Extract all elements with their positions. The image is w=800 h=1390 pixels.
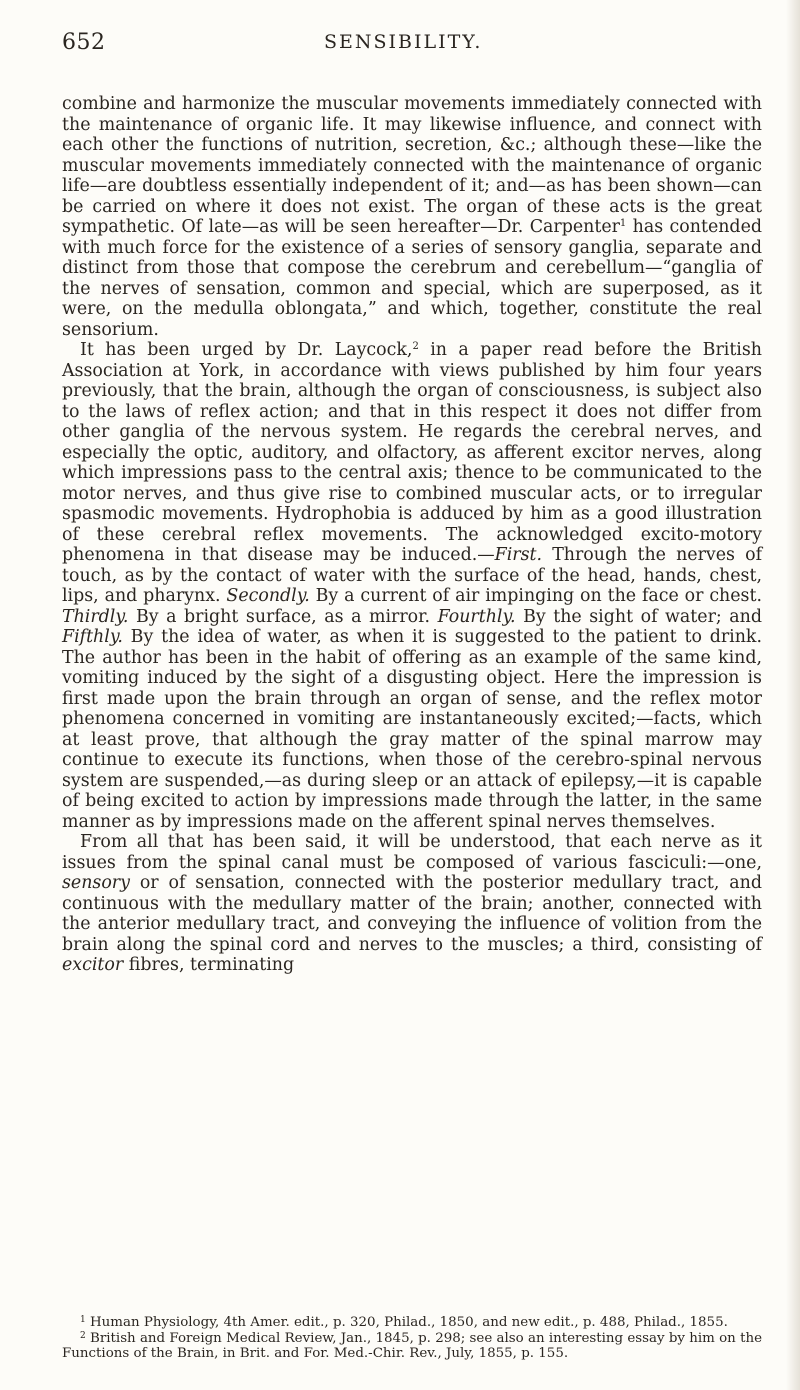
body-text [62, 94, 762, 976]
italic-run: Fifthly. [62, 627, 123, 647]
italic-run: First. [494, 545, 543, 565]
footnote-reference: 1 [619, 218, 627, 229]
paragraph [62, 94, 762, 340]
footnote [62, 1331, 762, 1362]
text-run: combine and harmonize the muscular movements immediately connected with the maintenance of organic life. It may likewise influence, and connect with each other the functions of nutrition, secretion, &c.; although these—like the muscular movements immediately connected with the maintenance of organic life—are doubtless essentially independent of it; and—as has been shown—can be carried on where it does not exist. The organ of these acts is the great sympathetic. Of late—as will be seen hereafter—Dr. Carpenter [62, 94, 762, 237]
paragraph [62, 340, 762, 832]
running-head: SENSIBILITY. [324, 31, 483, 53]
text-run: Through the nerves of touch, as by the contact of water with the surface of the head, hands, chest, lips, and pharynx. [62, 545, 763, 606]
footnote-mark: 2 [80, 1330, 86, 1341]
italic-run: Secondly. [226, 586, 310, 606]
text-run: By a current of air impinging on the face or chest. [309, 586, 762, 606]
italic-run: Thirdly. [62, 606, 129, 627]
italic-run: Fourthly. [437, 606, 516, 627]
footnote-text: Human Physiology, 4th Amer. edit., p. 320, Philad., 1850, and new edit., p. 488, Philad., 1855. [90, 1315, 728, 1330]
page-number: 652 [62, 30, 106, 55]
page-header [62, 30, 762, 60]
text-run: From all that has been said, it will be understood, that each nerve as it issues from the spinal canal must be composed of various fasciculi:—one, [62, 832, 762, 873]
text-run: By the sight of water; and [515, 606, 762, 627]
footnote-reference: 2 [412, 341, 419, 352]
paragraph [62, 832, 762, 976]
footnotes [62, 1315, 762, 1362]
text-run: in a paper read before the British Association at York, in accordance with views published by him four years previously, that the brain, although the organ of consciousness, is subject also to the laws of reflex action; and that in this respect it does not differ from other ganglia of the nervous system. He regards the cerebral nerves, and especially the optic, auditory, and olfactory, as afferent excitor nerves, along which impressions pass to the central axis; thence to be communicated to the motor nerves, and thus give rise to combined muscular acts, or to irregular spasmodic movements. Hydrophobia is adduced by him as a good illustration of these cerebral reflex movements. The acknowledged excito-motory phenomena in that disease may be induced.— [62, 340, 762, 565]
text-run: By a bright surface, as a mirror. [128, 606, 438, 627]
footnote-text: British and Foreign Medical Review, Jan., 1845, p. 298; see also an interesting essay by him on the Functions of the Brain, in Brit. and For. Med.-Chir. Rev., July, 1855, p. 155. [62, 1330, 762, 1362]
text-run: It has been urged by Dr. Laycock, [80, 340, 413, 360]
italic-run: sensory [62, 873, 130, 893]
text-run: has contended with much force for the existence of a series of sensory ganglia, separate and distinct from those that compose the cerebrum and cerebellum—“ganglia of the nerves of sensation, common and special, which are superposed, as it were, on the medulla oblongata,” and which, together, constitute the real sensorium. [62, 217, 762, 340]
text-run: fibres, terminating [123, 955, 295, 975]
footnote-mark: 1 [80, 1315, 86, 1325]
text-run: By the idea of water, as when it is suggested to the patient to drink. The author has been in the habit of offering as an example of the same kind, vomiting induced by the sight of a disgusting object. Here the impression is first made upon the brain through an organ of sense, and the reflex motor phenomena concerned in vomiting are instantaneously excited;—facts, which at least prove, that although the gray matter of the spinal marrow may continue to execute its functions, when those of the cerebro-spinal nervous system are suspended,—as during sleep or an attack of epilepsy,—it is capable of being excited to action by impressions made through the latter, in the same manner as by impressions made on the afferent spinal nerves themselves. [62, 627, 762, 832]
text-run: or of sensation, connected with the posterior medullary tract, and continuous with the medullary matter of the brain; another, connected with the anterior medullary tract, and conveying the influence of volition from the brain along the spinal cord and nerves to the muscles; a third, consisting of [62, 873, 762, 955]
footnote [62, 1315, 762, 1331]
page-edge-shadow [786, 0, 800, 1390]
italic-run: excitor [62, 955, 124, 975]
